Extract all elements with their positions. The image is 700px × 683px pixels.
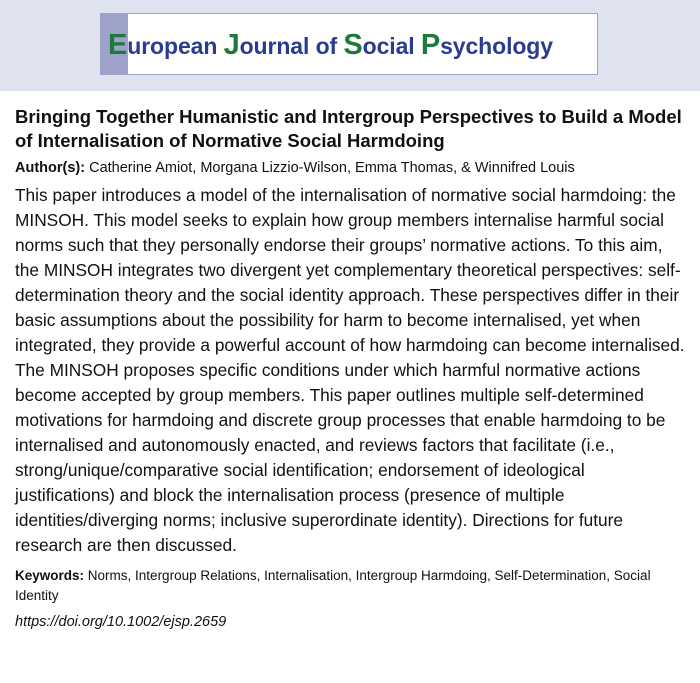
article-doi-link[interactable]: https://doi.org/10.1002/ejsp.2659 [15, 614, 227, 630]
journal-name-initial-e: E [108, 29, 128, 61]
journal-name-initial-s: S [343, 29, 363, 61]
keywords-label: Keywords: [15, 568, 85, 583]
journal-name-word-social: ocial [362, 33, 421, 59]
article-title: Bringing Together Humanistic and Intergroup Perspectives to Build a Model of Internalisation of Normative Social Harmdoing [15, 106, 682, 151]
journal-header [0, 0, 700, 91]
journal-name-word-journal: ournal of [239, 33, 344, 59]
authors-list: Catherine Amiot, Morgana Lizzio-Wilson, Emma Thomas, & Winnifred Louis [89, 160, 575, 176]
journal-name-initial-j: J [223, 29, 240, 61]
journal-name-word-psychology: sychology [440, 33, 553, 59]
article-keywords [15, 566, 685, 606]
keywords-list: Norms, Intergroup Relations, Internalisation, Intergroup Harmdoing, Self-Determination, Social Identity [15, 568, 651, 603]
journal-name-initial-p: P [420, 29, 441, 61]
journal-name [108, 29, 553, 62]
authors-label: Author(s): [15, 160, 86, 176]
article-authors [15, 158, 685, 178]
article-abstract: This paper introduces a model of the internalisation of normative social harmdoing: the MINSOH. This model seeks to explain how group members internalise harmful social norms such that they personally endorse their groups’ normative actions. To this aim, the MINSOH integrates two divergent yet complementary theoretical perspectives: self-determination theory and the social identity approach. These perspectives differ in their basic assumptions about the possibility for harm to become internalised, yet when integrated, they provide a powerful account of how harmdoing can become internalised. The MINSOH proposes specific conditions under which harmful normative actions become accepted by group members. This paper outlines multiple self-determined motivations for harmdoing and discrete group processes that enable harmdoing to be internalised and autonomously enacted, and reviews factors that facilitate (i.e., strong/unique/comparative social identification; endorsement of ideological justifications) and block the internalisation process (presence of multiple identities/diverging norms; inclusive superordinate identity). Directions for future research are then discussed. [15, 185, 685, 555]
journal-name-word-european: uropean [127, 33, 224, 59]
journal-logo [100, 13, 598, 75]
article-content [0, 91, 700, 632]
